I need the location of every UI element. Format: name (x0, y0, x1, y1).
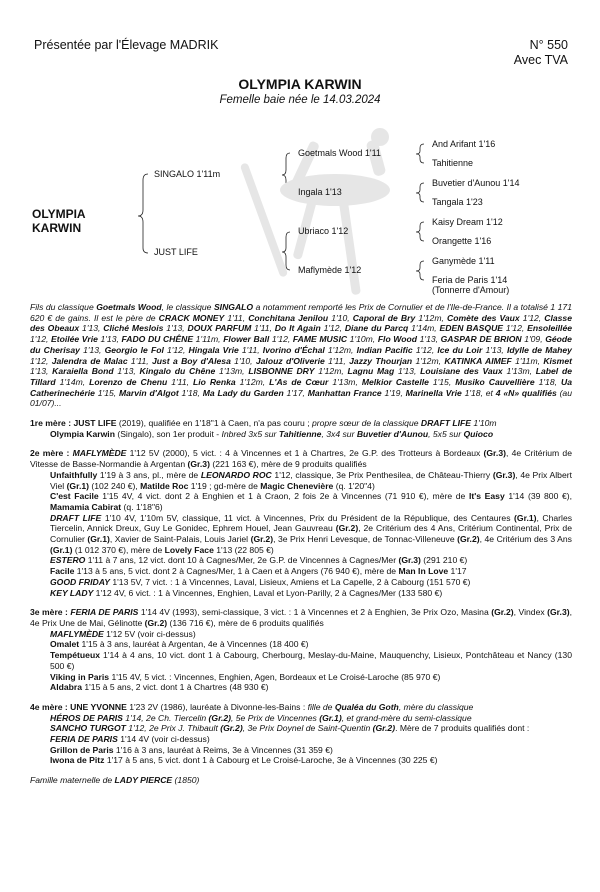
fourth-dam-produce: FERIA DE PARIS 1'14 4V (voir ci-dessus) (50, 734, 210, 745)
second-dam-produce: C'est Facile 1'15 4V, 4 vict. dont 2 à Enghien et 1 à Craon, 2 fois 2e à Vincennes (71 910 €), mère de It's Easy 1'14 (39 800 €), Mamamia Cabirat (q. 1'18"6) (50, 491, 573, 512)
second-dam: 2e mère : MAFLYMÈDE 1'12 5V (2000), 5 vict. : 4 à Vincennes et 1 à Chartres, 2e G.P. des Trotteurs à Bordeaux (Gr.3), 4e Critérium de Vitesse de Basse-Normandie à Argentan (Gr.3) (221 163 €), mère de 9 produits qualifiés (30, 448, 572, 470)
fourth-dam-family: HÉROS DE PARIS 1'14, 2e Ch. Tiercelin (Gr.2), 5e Prix de Vincennes (Gr.1), et grand-mère du semi-classique (50, 712, 472, 723)
g3-ancestor: Buvetier d'Aunou 1'14 (432, 178, 520, 188)
horse-title: OLYMPIA KARWIN (238, 76, 362, 92)
sire-sire: Goetmals Wood 1'11 (298, 148, 381, 158)
second-dam-produce: DRAFT LIFE 1'10 4V, 1'10m 5V, classique, 11 vict. à Vincennes, Prix du Président de la République, des Centaures (Gr.1), Charles Tiercelin, Annick Dreux, Guy Le Gonidec, Ephrem Houel, Jean Gauvreau (Gr.2), 2e Critérium des 4 Ans, Critérium Continental, Prix de Cornulier (Gr.1), Xavier de Saint-Palais, Louis Jariel (Gr.2), 3e Prix Henri Levesque, de Tonnac-Villeneuve (Gr.2), 4e Critérium des 3 Ans (Gr.1) (1 012 370 €), mère de Lovely Face 1'13 (22 805 €) (50, 512, 573, 555)
g3-ancestor: Feria de Paris 1'14 (432, 275, 508, 285)
horse-description: Femelle baie née le 14.03.2024 (219, 94, 381, 106)
g3-ancestor: And Arifant 1'16 (432, 139, 496, 149)
third-dam-produce: Tempétueux 1'14 à 4 ans, 10 vict. dont 1 à Cabourg, Cherbourg, Meslay-du-Maine, Mauquenchy, Lisieux, Pontchâteau et Nancy (130 500 €) (50, 650, 572, 671)
first-dam: 1re mère : JUST LIFE (2019), qualifiée en 1'18"1 à Caen, n'a pas couru ; propre sœur de la classique DRAFT LIFE 1'10m (30, 418, 497, 429)
pedigree-notes (30, 302, 572, 786)
third-dam-produce: Aldabra 1'15 à 5 ans, 2 vict. dont 1 à Chartres (48 930 €) (50, 682, 269, 693)
second-dam-produce: KEY LADY 1'12 4V, 6 vict. : 1 à Vincennes, Enghien, Laval et Lyon-Parilly, 2 à Cagnes/Mer (133 580 €) (50, 587, 443, 598)
g3-ancestor: Tahitienne (432, 158, 474, 168)
third-dam-produce: MAFLYMÈDE 1'12 5V (voir ci-dessus) (50, 628, 196, 639)
first-dam-produce: Olympia Karwin (Singalo), son 1er produit - Inbred 3x5 sur Tahitienne, 3x4 sur Buvetier d'Aunou, 5x5 sur Quioco (50, 428, 494, 439)
second-dam-produce: Unfaithfully 1'19 à 3 ans, pl., mère de LEONARDO ROC 1'12, classique, 3e Prix Penthesilea, de Château-Thierry (Gr.3), 4e Prix Albert Viel (Gr.1) (102 240 €), Matilde Roc 1'19 ; gd-mère de Magic Chenevière (q. 1'20"4) (50, 469, 572, 491)
third-dam: 3e mère : FERIA DE PARIS 1'14 4V (1993), semi-classique, 3 vict. : 1 à Vincennes et 2 à Enghien, 3e Prix Ozo, Masina (Gr.2), Vindex (Gr.3), 4e Prix Une de Mai, Gélinotte (Gr.2) (136 716 €), mère de 6 produits qualifiés (30, 607, 572, 628)
third-dam-produce: Omalet 1'15 à 3 ans, lauréat à Argentan, 4e à Vincennes (18 400 €) (50, 639, 309, 650)
second-dam-produce: ESTERO 1'11 à 7 ans, 12 vict. dont 10 à Cagnes/Mer, 2e G.P. de Vincennes à Cagnes/Mer (Gr.3) (291 210 €) (50, 555, 468, 566)
third-dam-produce: Viking in Paris 1'15 4V, 5 vict. : Vincennes, Enghien, Agen, Bordeaux et Le Croisé-Laroche (85 970 €) (50, 671, 441, 682)
second-dam-produce: GOOD FRIDAY 1'13 5V, 7 vict. : 1 à Vincennes, Laval, Lisieux, Amiens et La Capelle, 2 à Cabourg (151 570 €) (50, 576, 471, 587)
g3-ancestor: Tangala 1'23 (432, 197, 483, 207)
g3-ancestor: Ganymède 1'11 (432, 256, 495, 266)
tax-status: Avec TVA (513, 53, 568, 67)
g3-ancestor: Orangette 1'16 (432, 236, 492, 246)
fourth-dam-family: SANCHO TURGOT 1'12, 2e Prix J. Thibault (Gr.2), 3e Prix Doynel de Saint-Quentin (Gr.2). Mère de 7 produits qualifiés dont : (50, 723, 530, 734)
dam-dam: Maflymède 1'12 (298, 265, 362, 275)
g3-ancestor: Kaisy Dream 1'12 (432, 217, 503, 227)
second-dam-produce: Facile 1'13 à 5 ans, 5 vict. dont 2 à Cagnes/Mer, 1 à Caen et à Angers (76 940 €), mère de Man In Love 1'17 (50, 566, 467, 577)
sire: SINGALO 1'11m (154, 169, 221, 179)
dam-sire: Ubriaco 1'12 (298, 226, 349, 236)
fourth-dam: 4e mère : UNE YVONNE 1'23 2V (1986), lauréate à Divonne-les-Bains : fille de Qualéa du Goth, mère du classique (30, 701, 474, 712)
fourth-dam-produce: Grillon de Paris 1'16 à 3 ans, lauréat à Reims, 3e à Vincennes (31 359 €) (50, 744, 333, 755)
pedigree-horse-name: OLYMPIA KARWIN (32, 207, 86, 235)
sire-intro: Fils du classique Goetmals Wood, le classique SINGALO a notamment remporté les Prix de Cornulier et de l'Ile-de-France. Il a totalisé 1 171 620 € de gains. Il est le père de CRACK MONEY 1'11, Conchitana Jenilou 1'10, Caporal de Bry 1'12m, Comète des Vaux 1'12, Classe des Obeaux 1'13, Cliché Meslois 1'13, DOUX PARFUM 1'11, Do It Again 1'12, Diane du Parcq 1'14m, EDEN BASQUE 1'12, Ensoleillée 1'12, Etoilée Vrie 1'13, FADO DU CHÊNE 1'11m, Flower Ball 1'12, FAME MUSIC 1'10m, Flo Wood 1'13, GASPAR DE BRION 1'09, Géode du Cherisay 1'13, Georgio le Fol 1'12, Hingala Vrie 1'11, Ivorino d'Échal 1'12m, Indian Pacific 1'12, Ice du Loir 1'13, Idylle de Mahey 1'12, Jalendra de Malac 1'11, Just a Boy d'Alesa 1'10, Jalouz d'Oliverie 1'11, Jazzy Thourjan 1'12m, KATINKA AIMEF 1'11m, Kismet 1'13, Karaiella Bond 1'13, Kingalo du Chêne 1'13m, LISBONNE DRY 1'12m, Lagnu Mag 1'13, Louisiane des Vaux 1'13m, Label de Tillard 1'14m, Lorenzo de Chenu 1'11, Lio Renka 1'12m, L'As de Cœur 1'13m, Melkior Castelle 1'15, Musiko Cauvellière 1'18, Ua Catherinechérie 1'15, Marvin d'Algot 1'18, Ma Lady du Garden 1'17, Manhattan France 1'19, Marinella Vrie 1'18, et 4 «N» qualifiés (au 01/07)... (30, 302, 573, 409)
g3-ancestor: (Tonnerre d'Amour) (432, 285, 510, 295)
lot-number: N° 550 (529, 38, 568, 52)
maternal-family: Famille maternelle de LADY PIERCE (1850) (30, 775, 200, 786)
presenter-text: Présentée par l'Élevage MADRIK (34, 38, 219, 52)
sire-dam: Ingala 1'13 (298, 187, 342, 197)
dam: JUST LIFE (154, 247, 198, 257)
fourth-dam-produce: Iwona de Pitz 1'17 à 5 ans, 5 vict. dont 1 à Cabourg et Le Croisé-Laroche, 3e à Vincennes (30 225 €) (50, 755, 438, 766)
